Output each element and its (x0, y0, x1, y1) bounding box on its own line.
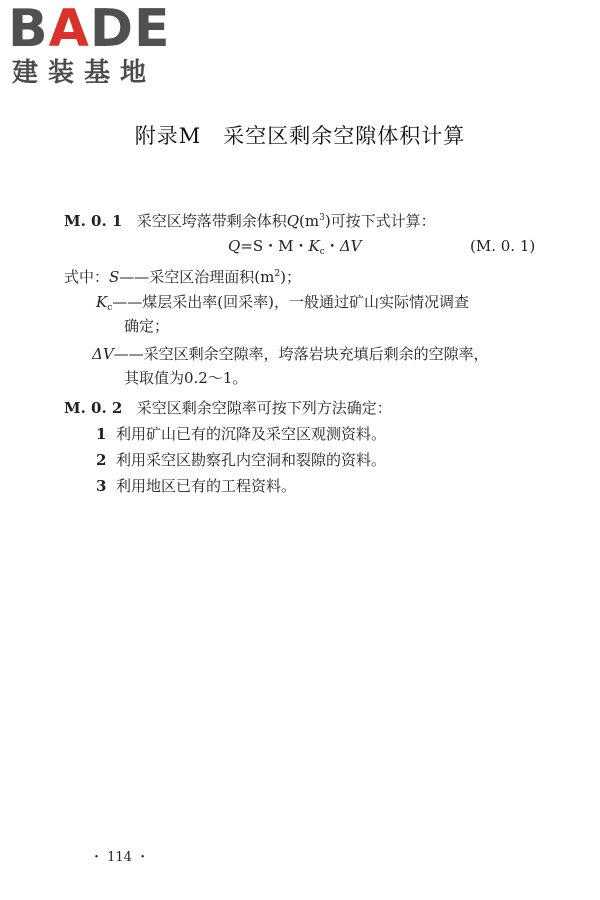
formula-reference: (M. 0. 1) (470, 237, 536, 255)
bade-logo (8, 2, 178, 94)
definition-dv-continued: 其取值为0.2～1。 (124, 369, 248, 387)
definition-dv: ΔV——采空区剩余空隙率，垮落岩块充填后剩余的空隙率， (92, 345, 489, 363)
formula-m01: Q=S・M・$K_c$・ΔV (228, 237, 362, 257)
definition-kc: $K_c——$煤层采出率(回采率)，一般通过矿山实际情况调查 (96, 293, 469, 313)
list-item: 1 利用矿山已有的沉降及采空区观测资料。 (96, 425, 386, 443)
list-item: 2 利用采空区勘察孔内空洞和裂隙的资料。 (96, 451, 386, 469)
clause-m02: M. 0. 2 采空区剩余空隙率可按下列方法确定： (64, 399, 392, 417)
definition-s: 式中：S——采空区治理面积$(m^2)$； (64, 268, 301, 286)
appendix-title: 附录M 采空区剩余空隙体积计算 (134, 124, 466, 148)
logo-wordmark: BADE (8, 0, 171, 59)
definition-kc-continued: 确定； (124, 317, 170, 335)
logo-subtitle: 建装基地 (12, 58, 157, 88)
page-number: ・ 114 ・ (90, 850, 150, 865)
list-item: 3 利用地区已有的工程资料。 (96, 477, 296, 495)
clause-m01: M. 0. 1 采空区垮落带剩余体积$Q(m^3)$可按下式计算： (64, 212, 436, 230)
